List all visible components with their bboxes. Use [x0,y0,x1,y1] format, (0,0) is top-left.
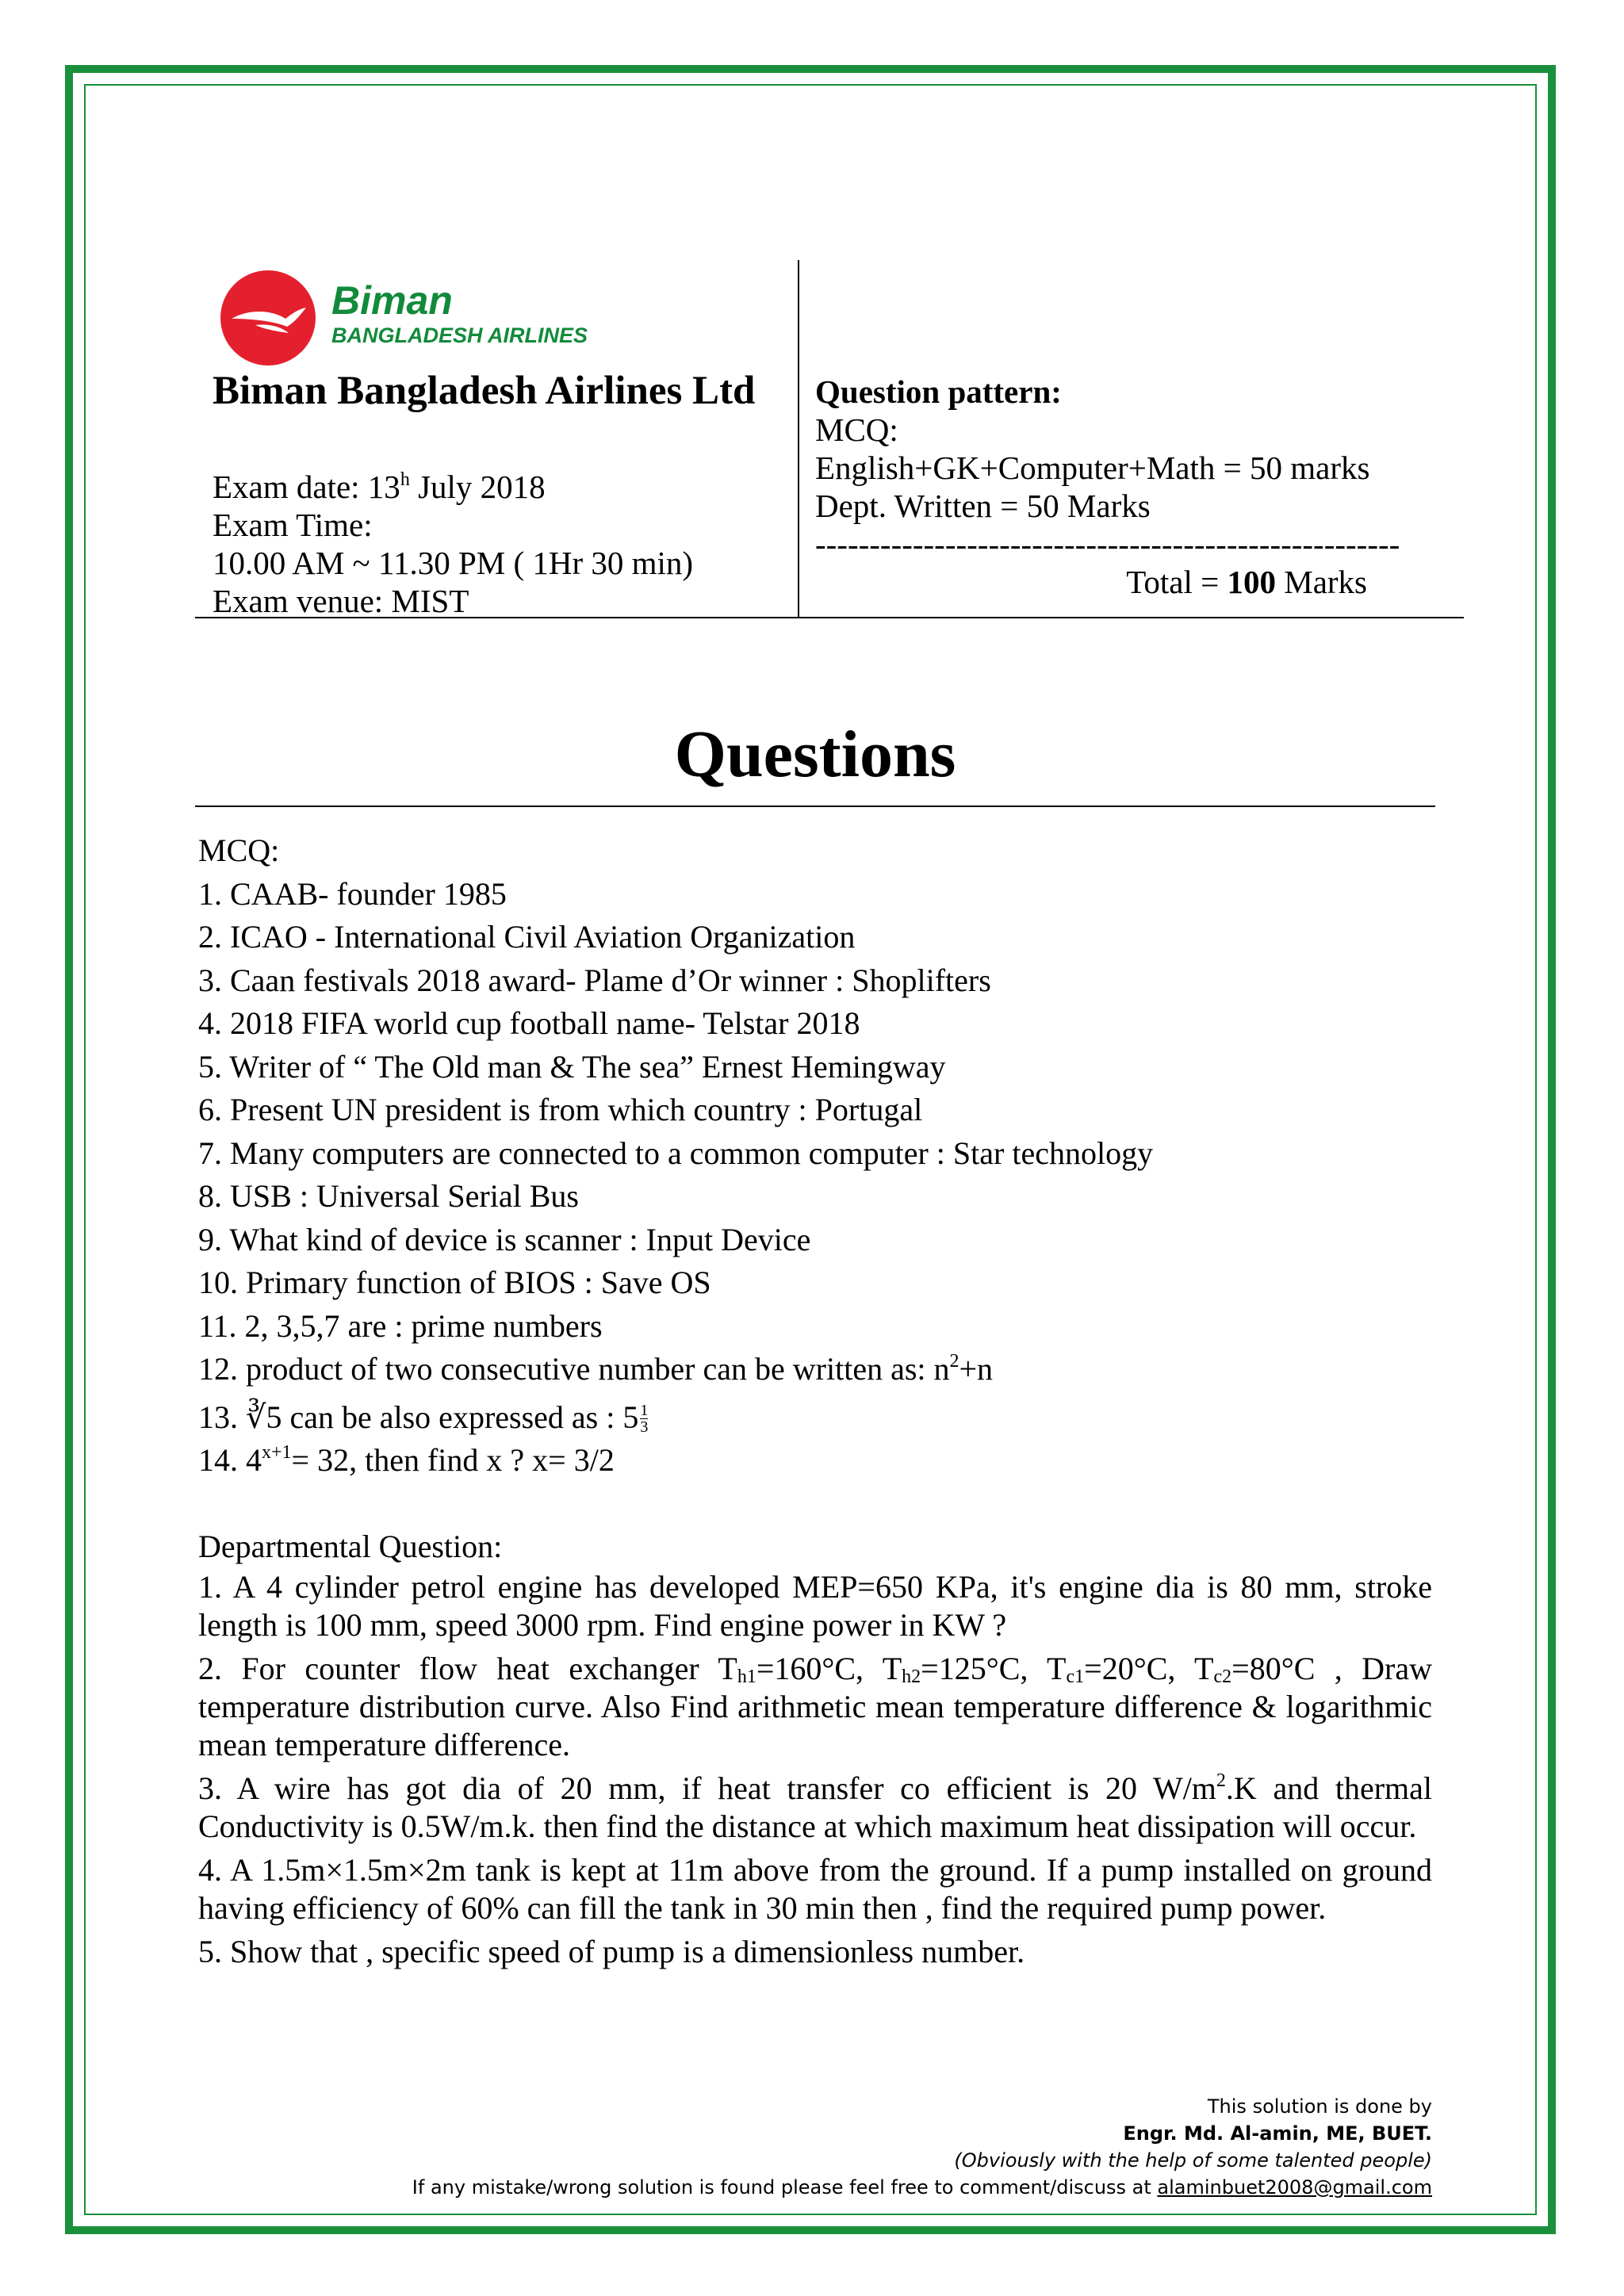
questions-body [198,829,1432,1976]
question-pattern [815,373,1450,601]
q12-text: 12. product of two consecutive number can be written as: n [198,1351,950,1387]
total-value: 100 [1227,564,1276,600]
footer-line-1: This solution is done by [1207,2095,1432,2118]
mcq-item: 11. 2, 3,5,7 are : prime numbers [198,1307,603,1344]
q13-numerator: 1 [640,1401,649,1419]
exam-header [195,260,1464,618]
q13-denominator: 3 [640,1418,649,1436]
mcq-item: 4. 2018 FIFA world cup football name- Telstar 2018 [198,1005,860,1041]
exam-date-suffix: July 2018 [409,469,546,505]
exam-date-sup: h [400,469,410,490]
exam-time-label: Exam Time: [213,507,373,543]
biman-logo [219,266,615,369]
exam-date-prefix: Exam date: 13 [213,469,400,505]
total-suffix: Marks [1275,564,1367,600]
q2-part: =80°C , Draw temperature distribution curve. Also Find arithmetic mean temperature difference & logarithmic mean temperature difference. [198,1651,1433,1762]
exam-info [213,468,783,620]
mcq-item: 9. What kind of device is scanner : Input Device [198,1221,811,1257]
mcq-item: 1. CAAB- founder 1985 [198,875,507,912]
mcq-item: 5. Writer of “ The Old man & The sea” Ernest Hemingway [198,1048,946,1085]
mcq-item-13 [198,1396,1432,1440]
dept-heading: Departmental Question: [198,1528,503,1564]
questions-title: Questions [674,718,956,791]
footer-author: Engr. Md. Al-amin, ME, BUET. [1123,2122,1432,2145]
exam-venue: Exam venue: MIST [213,583,469,619]
mcq-item: 2. ICAO - International Civil Aviation Organization [198,919,856,955]
dept-question-3 [198,1770,1432,1846]
company-name: Biman Bangladesh Airlines Ltd [213,369,756,413]
q12-sup: 2 [949,1351,959,1372]
mcq-item: 6. Present UN president is from which country : Portugal [198,1092,923,1127]
dept-question-5: 5. Show that , specific speed of pump is a dimensionless number. [198,1934,1025,1969]
footer-email-link[interactable]: alaminbuet2008@gmail.com [1157,2176,1432,2198]
dept-question-2 [198,1650,1432,1764]
mcq-item: 10. Primary function of BIOS : Save OS [198,1265,711,1300]
q13-text: 13. ∛5 can be also expressed as : 5 [198,1399,639,1435]
logo-sub-text: BANGLADESH AIRLINES [331,323,588,347]
mcq-item: 7. Many computers are connected to a common computer : Star technology [198,1135,1154,1171]
pattern-mcq-detail: English+GK+Computer+Math = 50 marks [815,450,1370,486]
q2-sub: h1 [737,1667,756,1687]
q3-part: .K and thermal Conductivity is 0.5W/m.k. then find the distance at which maximum heat dissipation will occur. [198,1770,1432,1844]
q2-sub: h2 [902,1667,921,1687]
footer-contact [396,2174,1432,2201]
mcq-item-12 [198,1348,1432,1391]
header-divider [798,260,799,618]
mcq-item: 3. Caan festivals 2018 award- Plame d’Or winner : Shoplifters [198,962,991,998]
total-prefix: Total = [1126,564,1228,600]
section-gap [198,1483,1432,1525]
q2-part: =125°C, T [921,1651,1067,1686]
q13-fraction [640,1402,648,1435]
q14-sup: x+1 [262,1442,292,1463]
pattern-dashes: ------------------------------------------------------ [815,526,1400,562]
exam-date [213,468,783,506]
mcq-item-14 [198,1439,1432,1483]
q12-end: +n [959,1351,994,1387]
footer-credit [396,2093,1432,2201]
dept-questions [198,1568,1432,1971]
q2-part: =160°C, T [756,1651,902,1686]
question-pattern-title: Question pattern: [815,373,1062,410]
dept-question-1: 1. A 4 cylinder petrol engine has developed MEP=650 KPa, it's engine dia is 80 mm, stroke length is 100 mm, speed 3000 rpm. Find engine power in KW ? [198,1569,1432,1643]
q14-end: = 32, then find x ? x= 3/2 [291,1442,615,1478]
q2-part: =20°C, T [1084,1651,1214,1686]
footer-note: (Obviously with the help of some talented people) [954,2149,1432,2172]
pattern-mcq-label: MCQ: [815,411,898,448]
q3-sup: 2 [1216,1770,1226,1791]
q2-sub: c1 [1066,1667,1085,1687]
footer-contact-text: If any mistake/wrong solution is found please feel free to comment/discuss at [412,2176,1158,2198]
pattern-total [815,563,1450,601]
logo-brand-text: Biman [331,278,453,323]
questions-rule [195,806,1435,807]
exam-time-value: 10.00 AM ~ 11.30 PM ( 1Hr 30 min) [213,545,694,581]
dept-question-4: 4. A 1.5m×1.5m×2m tank is kept at 11m above from the ground. If a pump installed on ground having efficiency of 60% can fill the tank in 30 min then , find the required pump power. [198,1852,1432,1926]
mcq-heading: MCQ: [198,832,280,868]
q2-part: 2. For counter flow heat exchanger T [198,1651,737,1686]
q14-text: 14. 4 [198,1442,262,1478]
mcq-item: 8. USB : Universal Serial Bus [198,1178,579,1214]
q3-part: 3. A wire has got dia of 20 mm, if heat transfer co efficient is 20 W/m [198,1770,1216,1806]
pattern-dept: Dept. Written = 50 Marks [815,488,1151,524]
q2-sub: c2 [1213,1667,1232,1687]
